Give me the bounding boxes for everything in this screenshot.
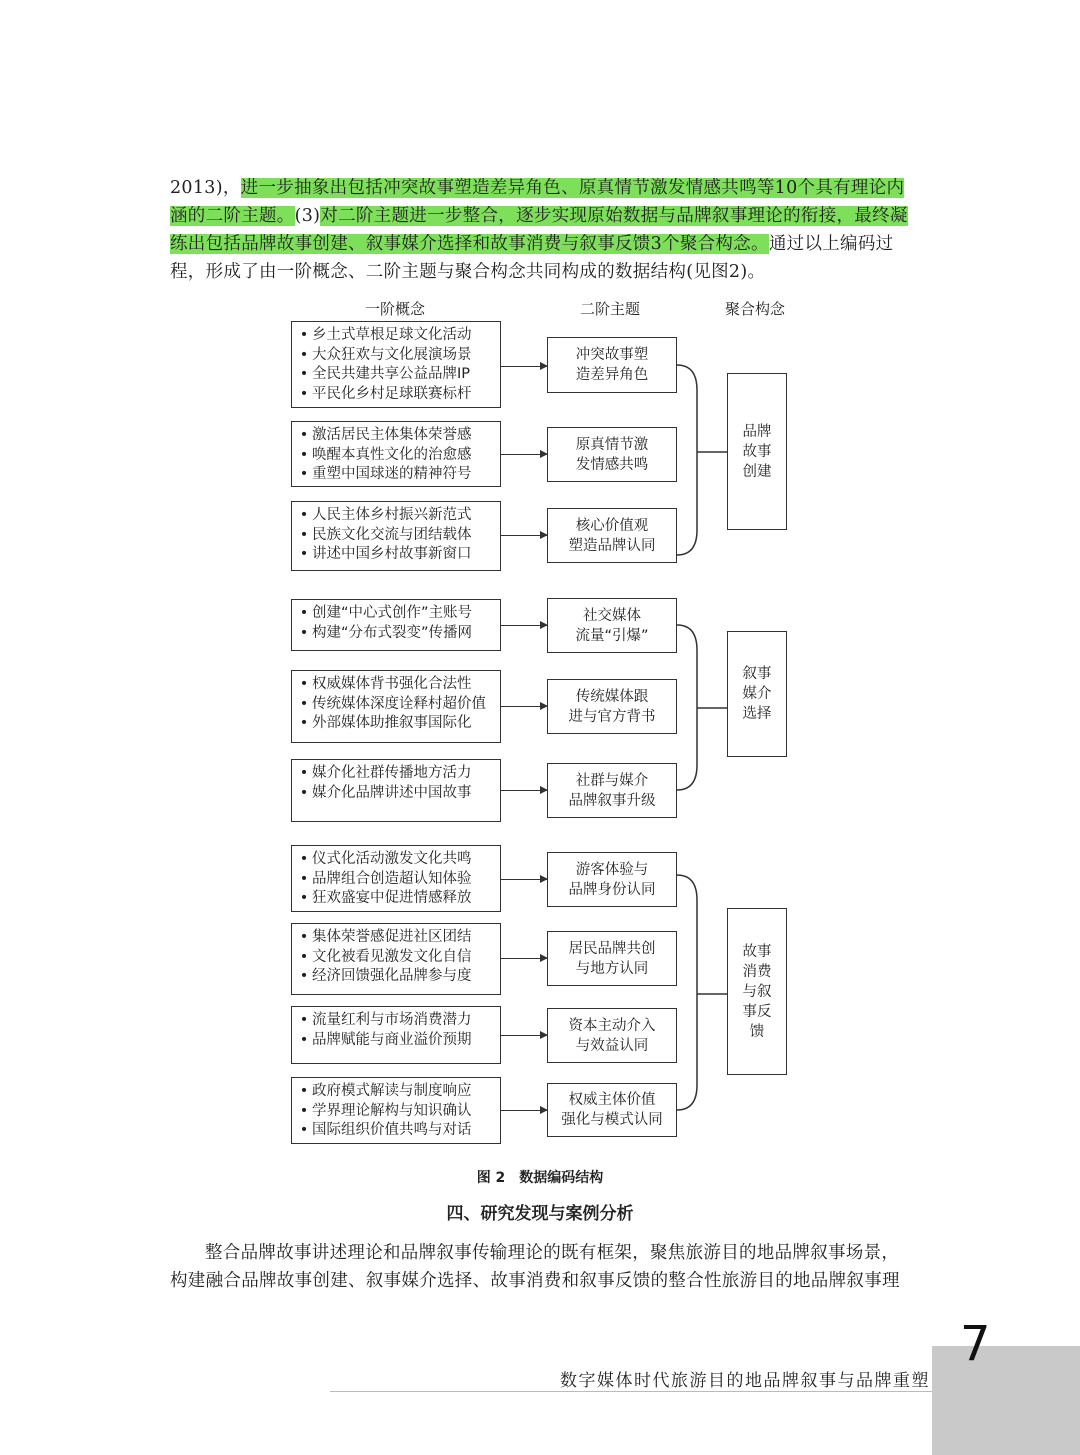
first-order-box-2: • 激活居民主体集体荣誉感 • 唤醒本真性文化的治愈感 • 重塑中国球迷的精神符号 [291,421,501,487]
first-order-box-8: • 集体荣誉感促进社区团结 • 文化被看见激发文化自信 • 经济回馈强化品牌参与度 [291,923,501,995]
paragraph-line-1: 2013)，进一步抽象出包括冲突故事塑造差异角色、原真情节激发情感共鸣等10个具有理论内 [170,178,905,198]
paragraph-line-2: 涵的二阶主题。(3)对二阶主题进一步整合，逐步实现原始数据与品牌叙事理论的衔接，最终凝 [170,206,908,226]
second-order-box-1: 冲突故事塑 造差异角色 [547,337,677,393]
aggregate-box-3: 故事消费与叙事反馈 [727,908,787,1075]
group-brackets [677,330,729,1150]
aggregate-box-2: 叙事媒介选择 [727,631,787,757]
bracket-group-2 [677,625,697,790]
section-title: 四、研究发现与案例分析 [446,1204,634,1224]
second-order-box-4: 社交媒体 流量“引爆” [547,598,677,653]
arrow-7 [501,879,547,880]
arrow-2 [501,454,547,455]
second-order-box-10: 权威主体价值 强化与模式认同 [547,1083,677,1137]
second-order-box-9: 资本主动介入 与效益认同 [547,1008,677,1063]
arrow-8 [501,958,547,959]
first-order-box-7: • 仪式化活动激发文化共鸣 • 品牌组合创造超认知体验 • 狂欢盛宴中促进情感释放 [291,845,501,912]
bracket-group-1 [677,365,697,555]
header-second-order: 二阶主题 [580,300,641,318]
second-order-box-5: 传统媒体跟 进与官方背书 [547,679,677,734]
header-aggregate: 聚合构念 [725,300,786,318]
second-order-box-2: 原真情节激 发情感共鸣 [547,427,677,482]
second-order-box-6: 社群与媒介 品牌叙事升级 [547,763,677,818]
arrow-10 [501,1110,547,1111]
arrow-4 [501,625,547,626]
paragraph2-line-2: 构建融合品牌故事创建、叙事媒介选择、故事消费和叙事反馈的整合性旅游目的地品牌叙事理 [170,1271,900,1291]
highlight: 进一步抽象出包括冲突故事塑造差异角色、原真情节激发情感共鸣等10个具有理论内 [240,178,905,198]
first-order-box-9: • 流量红利与市场消费潜力 • 品牌赋能与商业溢价预期 [291,1006,501,1064]
arrow-1 [501,366,547,367]
header-first-order: 一阶概念 [365,300,426,318]
bracket-group-3 [677,875,697,1110]
first-order-box-4: • 创建“中心式创作”主账号 • 构建“分布式裂变”传播网 [291,599,501,651]
arrow-9 [501,1035,547,1036]
paragraph-line-3: 练出包括品牌故事创建、叙事媒介选择和故事消费与叙事反馈3个聚合构念。通过以上编码过 [170,234,894,254]
highlight: 对二阶主题进一步整合，逐步实现原始数据与品牌叙事理论的衔接，最终凝 [320,206,908,226]
figure-caption: 图 2 数据编码结构 [476,1170,604,1186]
first-order-box-1: • 乡土式草根足球文化活动 • 大众狂欢与文化展演场景 • 全民共建共享公益品牌IP • 平民化乡村足球联赛标杆 [291,321,501,408]
second-order-box-7: 游客体验与 品牌身份认同 [547,852,677,907]
second-order-box-3: 核心价值观 塑造品牌认同 [547,508,677,563]
page-number: 7 [960,1316,991,1372]
first-order-box-6: • 媒介化社群传播地方活力 • 媒介化品牌讲述中国故事 [291,759,501,822]
first-order-box-3: • 人民主体乡村振兴新范式 • 民族文化交流与团结载体 • 讲述中国乡村故事新窗口 [291,501,501,571]
second-order-box-8: 居民品牌共创 与地方认同 [547,931,677,986]
highlight: 练出包括品牌故事创建、叙事媒介选择和故事消费与叙事反馈3个聚合构念。 [170,234,769,254]
footer-rule [330,1391,932,1392]
first-order-box-10: • 政府模式解读与制度响应 • 学界理论解构与知识确认 • 国际组织价值共鸣与对话 [291,1077,501,1144]
aggregate-box-1: 品牌故事创建 [727,373,787,530]
paragraph2-line-1: 整合品牌故事讲述理论和品牌叙事传输理论的既有框架，聚焦旅游目的地品牌叙事场景， [205,1243,900,1263]
arrow-3 [501,535,547,536]
arrow-5 [501,706,547,707]
running-title: 数字媒体时代旅游目的地品牌叙事与品牌重塑 [560,1371,930,1391]
page-tab [932,1346,1080,1455]
arrow-6 [501,790,547,791]
highlight: 涵的二阶主题。 [170,206,295,226]
paragraph-line-4: 程，形成了由一阶概念、二阶主题与聚合构念共同构成的数据结构(见图2)。 [170,262,766,282]
first-order-box-5: • 权威媒体背书强化合法性 • 传统媒体深度诠释村超价值 • 外部媒体助推叙事国际化 [291,670,501,743]
